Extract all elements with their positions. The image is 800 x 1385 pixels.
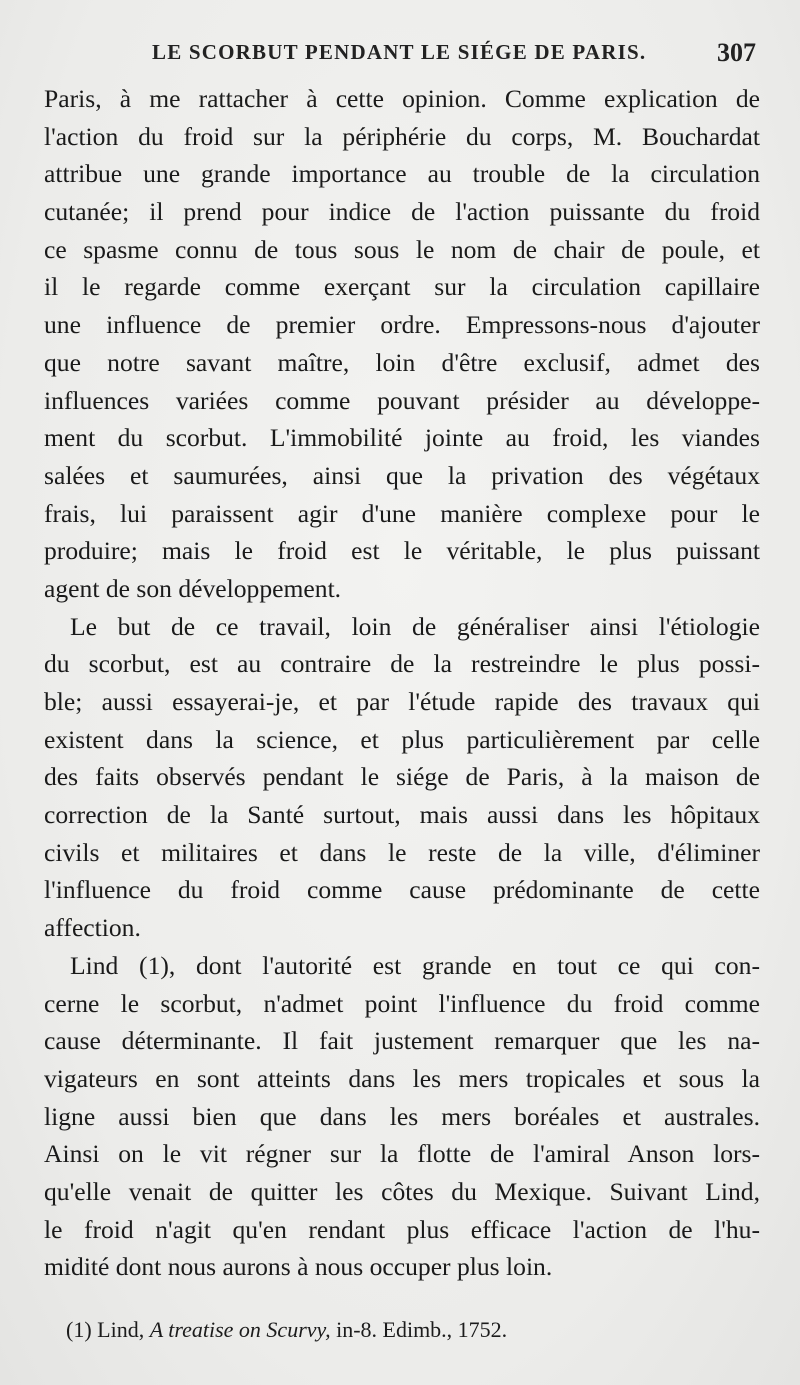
body-text: [44, 80, 760, 1286]
footnote: [66, 1317, 507, 1343]
footnote-title: A treatise on Scurvy,: [149, 1317, 331, 1342]
text-line: Ainsi on le vit régner sur la flotte de l'amiral Anson lors-: [44, 1139, 760, 1169]
text-line: midité dont nous aurons à nous occuper plus loin.: [44, 1252, 553, 1282]
running-title: LE SCORBUT PENDANT LE SIÉGE DE PARIS.: [152, 40, 647, 64]
text-line: qu'elle venait de quitter les côtes du Mexique. Suivant Lind,: [44, 1176, 760, 1206]
text-line: ligne aussi bien que dans les mers boréales et australes.: [44, 1101, 760, 1131]
text-line: une influence de premier ordre. Empressons-nous d'ajouter: [44, 310, 760, 340]
text-line: ce spasme connu de tous sous le nom de chair de poule, et: [44, 234, 760, 264]
text-line: attribue une grande importance au trouble de la circulation: [44, 159, 760, 189]
text-line: l'influence du froid comme cause prédominante de cette: [44, 875, 760, 905]
text-line: Paris, à me rattacher à cette opinion. Comme explication de: [44, 84, 760, 113]
text-line: que notre savant maître, loin d'être exclusif, admet des: [44, 347, 760, 377]
paragraph-2: [44, 608, 760, 947]
text-line: du scorbut, est au contraire de la restreindre le plus possi-: [44, 649, 760, 679]
text-line: correction de la Santé surtout, mais aussi dans les hôpitaux: [44, 800, 760, 830]
text-line: vigateurs en sont atteints dans les mers tropicales et sous la: [44, 1063, 760, 1093]
text-line: civils et militaires et dans le reste de la ville, d'éliminer: [44, 837, 760, 867]
paragraph-3: [44, 947, 760, 1286]
text-line: l'action du froid sur la périphérie du corps, M. Bouchardat: [44, 121, 760, 151]
text-line: existent dans la science, et plus particulièrement par celle: [44, 724, 760, 754]
page-header: [140, 38, 760, 78]
text-line: influences variées comme pouvant présider au développe-: [44, 385, 760, 415]
footnote-rest: in-8. Edimb., 1752.: [336, 1317, 508, 1342]
text-line: cerne le scorbut, n'admet point l'influence du froid comme: [44, 988, 760, 1018]
text-line: produire; mais le froid est le véritable, le plus puissant: [44, 536, 760, 566]
text-line: affection.: [44, 913, 141, 943]
text-line: ble; aussi essayerai-je, et par l'étude rapide des travaux qui: [44, 687, 760, 716]
paragraph-1: [44, 80, 760, 608]
footnote-author: Lind,: [97, 1317, 145, 1342]
text-line: salées et saumurées, ainsi que la privation des végétaux: [44, 460, 760, 490]
text-line: ment du scorbut. L'immobilité jointe au froid, les viandes: [44, 423, 760, 453]
text-line: des faits observés pendant le siége de Paris, à la maison de: [44, 762, 760, 792]
text-line: cutanée; il prend pour indice de l'action puissante du froid: [44, 197, 760, 227]
page-number: 307: [717, 38, 756, 67]
text-line: frais, lui paraissent agir d'une manière complexe pour le: [44, 498, 760, 528]
text-line: agent de son développement.: [44, 573, 342, 603]
text-line: Le but de ce travail, loin de généraliser ainsi l'étiologie: [70, 611, 760, 641]
text-line: Lind (1), dont l'autorité est grande en tout ce qui con-: [70, 950, 760, 980]
text-line: le froid n'agit qu'en rendant plus efficace l'action de l'hu-: [44, 1214, 760, 1244]
text-line: il le regarde comme exerçant sur la circulation capillaire: [44, 272, 760, 302]
footnote-marker: (1): [66, 1317, 92, 1342]
text-line: cause déterminante. Il fait justement remarquer que les na-: [44, 1026, 760, 1056]
